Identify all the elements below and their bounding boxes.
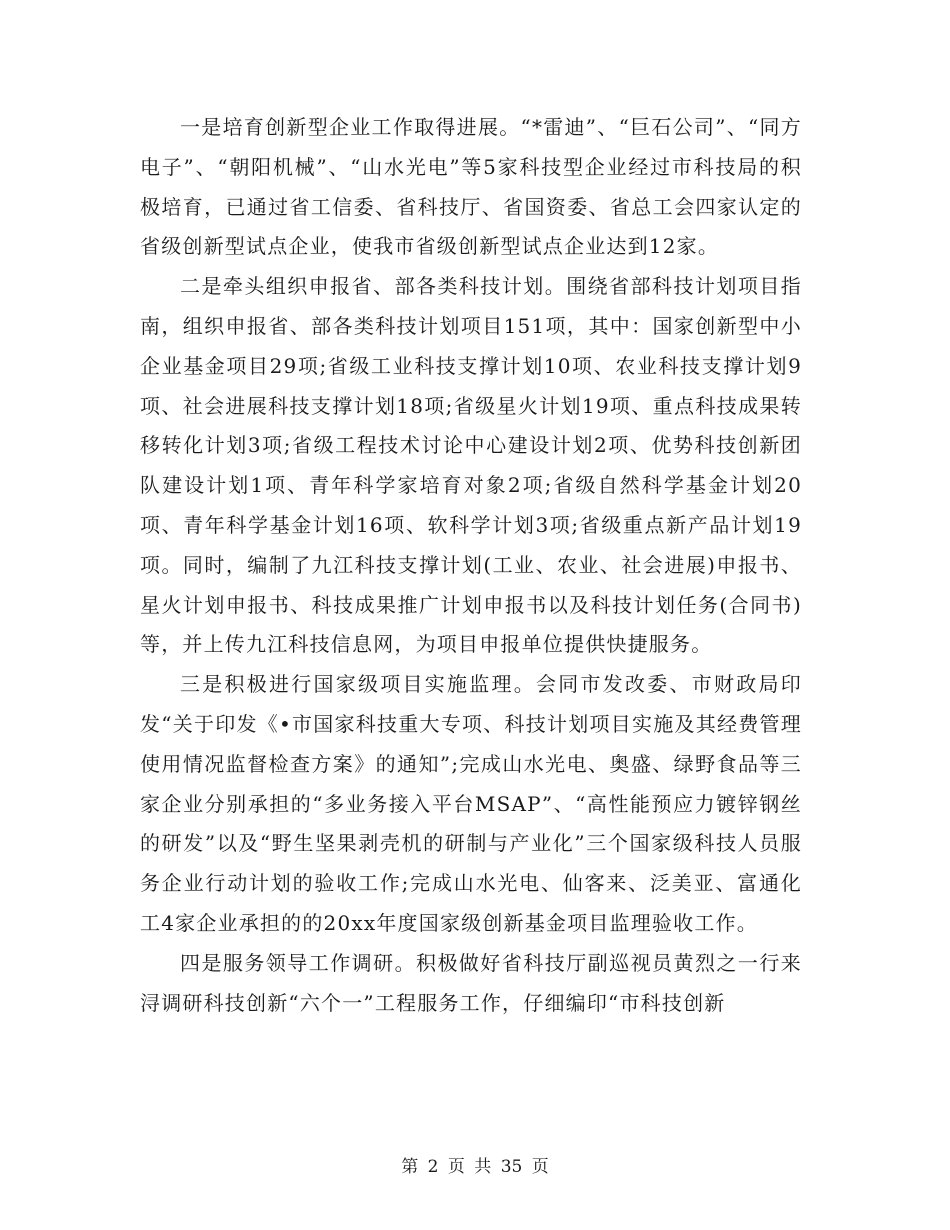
paragraph-4: 四是服务领导工作调研。积极做好省科技厅副巡视员黄烈之一行来浔调研科技创新“六个一”工程服务工作，仔细编印“市科技创新	[140, 950, 802, 1015]
paragraph-2: 二是牵头组织申报省、部各类科技计划。围绕省部科技计划项目指南，组织申报省、部各类科技计划项目151项，其中：国家创新型中小企业基金项目29项;省级工业科技支撑计划10项、农业科技支撑计划9项、社会进展科技支撑计划18项;省级星火计划19项、重点科技成果转移转化计划3项;省级工程技术讨论中心建设计划2项、优势科技创新团队建设计划1项、青年科学家培育对象2项;省级自然科学基金计划20项、青年科学基金计划16项、软科学计划3项;省级重点新产品计划19项。同时，编制了九江科技支撑计划(工业、农业、社会进展)申报书、星火计划申报书、科技成果推广计划申报书以及科技计划任务(合同书)等，并上传九江科技信息网，为项目申报单位提供快捷服务。	[140, 274, 802, 657]
paragraph-1: 一是培育创新型企业工作取得进展。“*雷迪”、“巨石公司”、“同方电子”、“朝阳机械”、“山水光电”等5家科技型企业经过市科技局的积极培育，已通过省工信委、省科技厅、省国资委、省总工会四家认定的省级创新型试点企业，使我市省级创新型试点企业达到12家。	[140, 115, 802, 259]
paragraph-3: 三是积极进行国家级项目实施监理。会同市发改委、市财政局印发“关于印发《•市国家科技重大专项、科技计划项目实施及其经费管理使用情况监督检查方案》的通知”;完成山水光电、奥盛、绿野食品等三家企业分别承担的“多业务接入平台MSAP”、“高性能预应力镀锌钢丝的研发”以及“野生坚果剥壳机的研制与产业化”三个国家级科技人员服务企业行动计划的验收工作;完成山水光电、仙客来、泛美亚、富通化工4家企业承担的的20xx年度国家级创新基金项目监理验收工作。	[140, 672, 802, 935]
document-body	[140, 108, 802, 1023]
page-number-footer: 第 2 页 共 35 页	[401, 1157, 549, 1177]
